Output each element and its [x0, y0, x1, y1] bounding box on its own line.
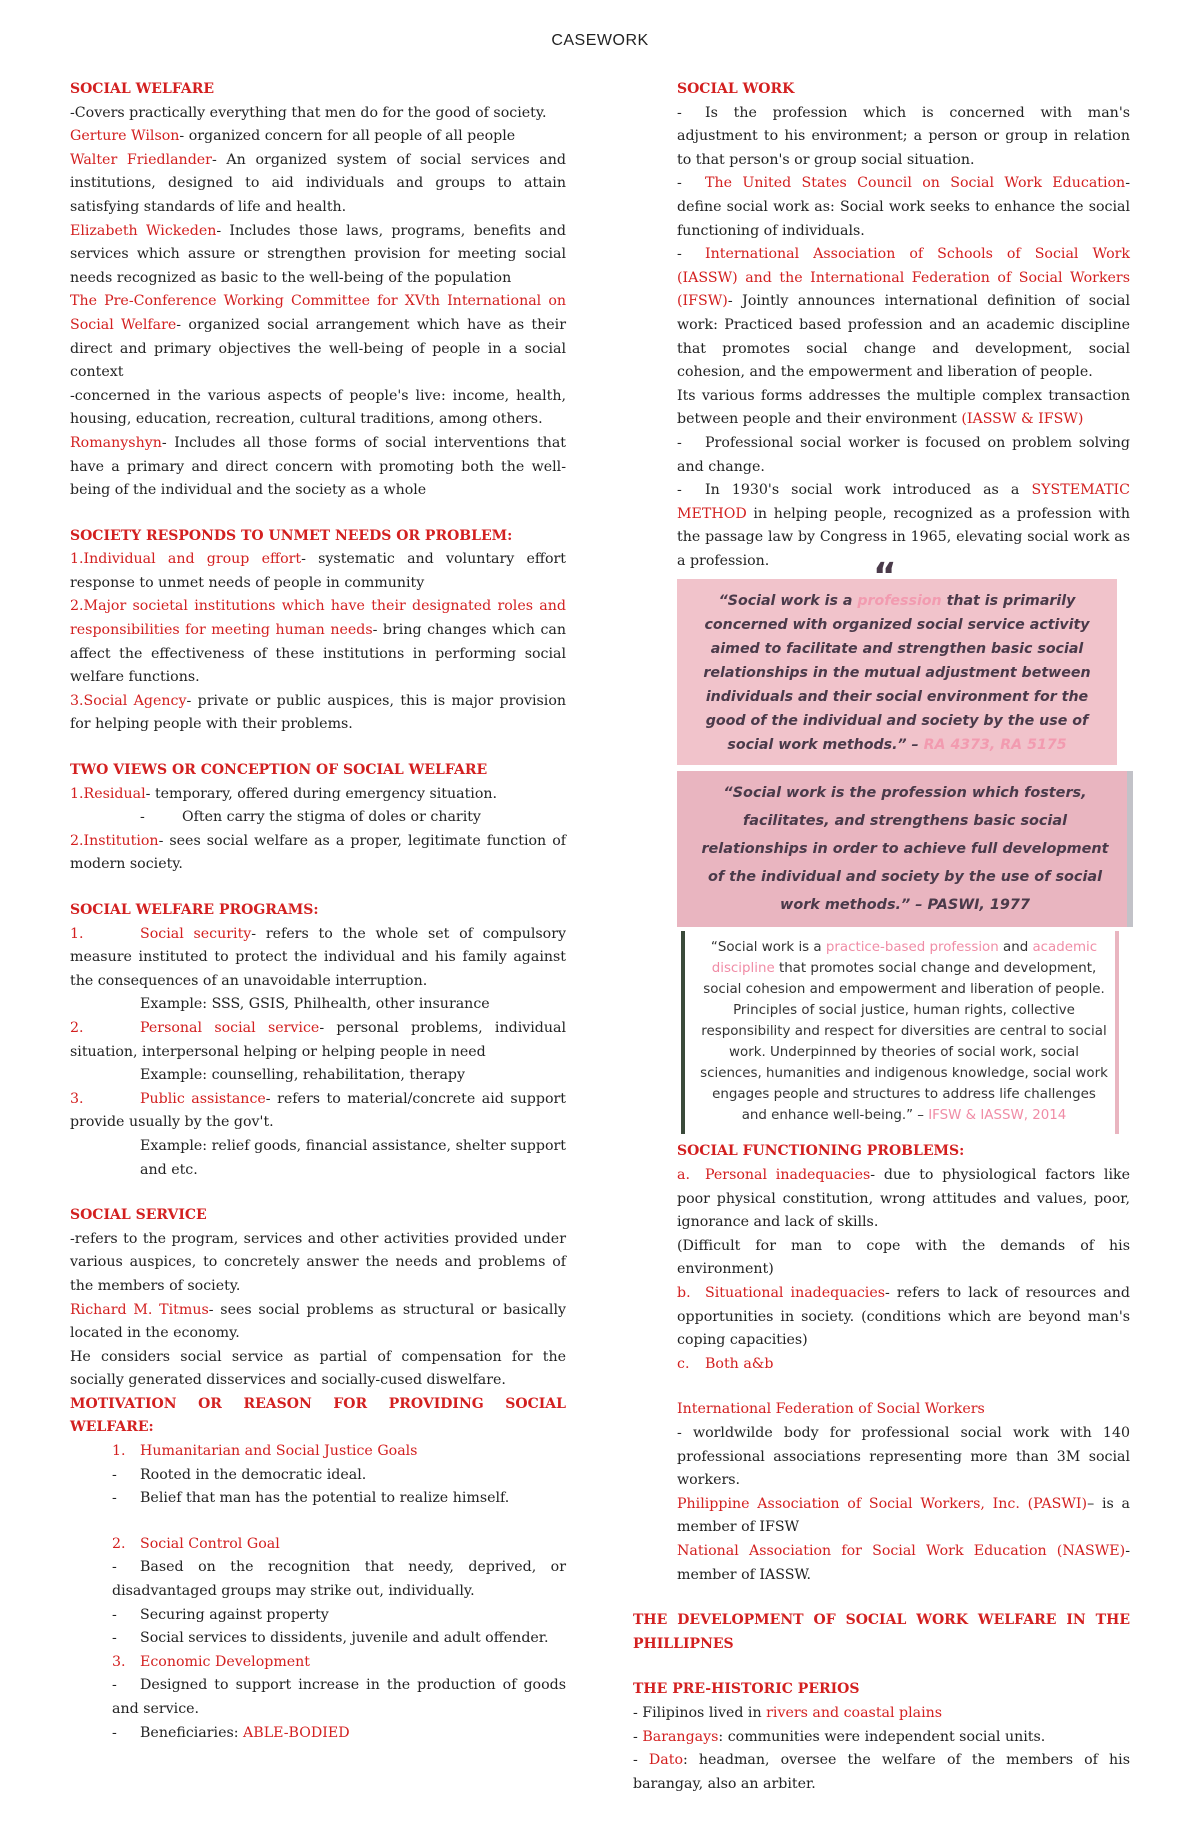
- quote-ifsw-iassw: [681, 931, 1119, 1134]
- program-1-num: 1.: [70, 925, 84, 942]
- functioning-a-text: - due to physiological factors like poor physical constitution, wrong attitudes and values, poor, ignorance and lack of skills.: [677, 1167, 1130, 1231]
- goal-2-bullet-2-text: Securing against property: [140, 1606, 329, 1623]
- goal-2-bullet-1-text: Based on the recognition that needy, deprived, or disadvantaged groups may strike out, individually.: [112, 1559, 566, 1600]
- quote-ra4373: [677, 556, 1117, 765]
- goal-3-num: 3.: [112, 1653, 126, 1670]
- dato-term: Dato: [648, 1752, 683, 1769]
- functioning-a-num: a.: [677, 1167, 690, 1184]
- committee-definition: [70, 290, 566, 384]
- goal-2-bullet-2: - Securing against property: [112, 1606, 329, 1623]
- quote-1-cite: RA 4373, RA 5175: [923, 737, 1067, 754]
- wilson-name: Gerture Wilson: [70, 128, 180, 145]
- social-work-def-1-text: Is the profession which is concerned with man's adjustment to his environment; a person or group in relation to that person's or group social situation.: [677, 104, 1130, 168]
- program-1-text: - refers to the whole set of compulsory measure instituted to protect the individual and his family against the consequences of an unavoidable interruption.: [70, 925, 566, 989]
- wickeden-text: - Includes those laws, programs, benefits and services which assure or strengthen provision for meeting social needs recognized as basic to the well-being of the population: [70, 222, 566, 286]
- prehistoric-b1-pre: - Filipinos lived in: [633, 1704, 767, 1721]
- program-2-example: Example: counselling, rehabilitation, therapy: [140, 1067, 466, 1084]
- functioning-a-label: Personal inadequacies: [705, 1167, 871, 1184]
- quote-3-part-a: “Social work is a: [710, 940, 826, 956]
- institution-label: 2.Institution: [70, 832, 159, 849]
- goal-1: [70, 1440, 566, 1464]
- institution-item: [70, 830, 566, 877]
- goal-1-bullet-2: - Belief that man has the potential to realize himself.: [112, 1490, 510, 1507]
- prehistoric-b1: [633, 1702, 1130, 1726]
- goal-1-num: 1.: [112, 1443, 126, 1460]
- program-1-label: Social security: [140, 925, 252, 942]
- right-column: [633, 78, 1130, 1796]
- goal-1-bullet-1: - Rooted in the democratic ideal.: [112, 1466, 367, 1483]
- program-3-example: Example: relief goods, financial assistance, shelter support and etc.: [140, 1137, 566, 1178]
- quote-1-highlight: profession: [857, 593, 942, 610]
- social-service-heading: SOCIAL SERVICE: [70, 1207, 207, 1224]
- social-work-def-4: - Professional social worker is focused on problem solving and change.: [677, 434, 1130, 475]
- society-item-3: [70, 690, 566, 737]
- functioning-a: [677, 1164, 1130, 1235]
- titmus-name: Richard M. Titmus: [70, 1301, 209, 1318]
- residual-label: 1.Residual: [70, 785, 146, 802]
- cswe-label: The United States Council on Social Work Education: [705, 175, 1126, 192]
- program-2: [70, 1017, 566, 1064]
- goal-2-bullet-1: - Based on the recognition that needy, deprived, or disadvantaged groups may strike out, individually.: [112, 1559, 566, 1600]
- concerned-text: -concerned in the various aspects of people's live: income, health, housing, education, recreation, cultural traditions, among others.: [70, 387, 566, 428]
- titmus-more: He considers social service as partial of compensation for the socially generated disservices and socially-cused diswelfare.: [70, 1348, 566, 1389]
- friedlander-text: - An organized system of social services and institutions, designed to aid individuals and groups to attain satisfying standards of life and health.: [70, 151, 566, 215]
- forms-cite: (IASSW & IFSW): [961, 411, 1084, 428]
- quote-3-highlight-2: academic discipline: [711, 940, 1098, 977]
- wickeden-definition: [70, 220, 566, 291]
- two-views-heading: TWO VIEWS OR CONCEPTION OF SOCIAL WELFARE: [70, 762, 488, 779]
- quote-3-highlight-1: practice-based profession: [825, 940, 999, 956]
- prehistoric-section: [633, 1678, 1130, 1796]
- prehistoric-b3: - Dato: headman, oversee the welfare of the members of his barangay, also an arbiter.: [633, 1752, 1130, 1792]
- society-item-2-text: - bring changes which can affect the effectiveness of these institutions in performing social welfare functions.: [70, 622, 566, 686]
- d5-pre: In 1930's social work introduced as a: [705, 482, 1032, 499]
- quote-1-part-b: that is primarily concerned with organized social service activity aimed to facilitate and strengthen basic social relationships in the mutual adjustment between individuals and their social environment for the good of the individual and society by the use of social work methods.” –: [703, 593, 1091, 754]
- social-work-def-5: - In 1930's social work introduced as a SYSTEMATIC METHOD in helping people, recognized as a profession with the passage law by Congress in 1965, elevating social work as a profession.: [677, 482, 1130, 569]
- quote-3-part-b: that promotes social change and development, social cohesion and empowerment and liberation of people. Principles of social justice, human rights, collective responsibility and respect for diversities are central to social work. Underpinned by theories of social work, social sciences, humanities and indigenous knowledge, social work engages people and structures to address life challenges and enhance well-being.” –: [700, 961, 1108, 1124]
- society-item-3-text: - private or public auspices, this is major provision for helping people with their problems.: [70, 692, 566, 733]
- titmus-definition: [70, 1299, 566, 1346]
- naswe-label: National Association for Social Work Education (NASWE): [677, 1542, 1126, 1559]
- social-work-def-2: - The United States Council on Social Work Education- define social work as: Social work seeks to enhance the social functioning of individuals.: [677, 175, 1130, 239]
- ifsw-text: - worldwilde body for professional social work with 140 professional associations representing more than 3M social workers.: [677, 1425, 1130, 1489]
- goal-2: [70, 1533, 566, 1557]
- functioning-b-text: - refers to lack of resources and opportunities in society. (conditions which are beyond man's coping capacities): [677, 1285, 1130, 1349]
- residual-sub-text: Often carry the stigma of doles or charity: [182, 809, 481, 826]
- goal-1-bullet-1-text: Rooted in the democratic ideal.: [140, 1466, 367, 1483]
- residual-text: - temporary, offered during emergency situation.: [145, 785, 498, 802]
- prehistoric-heading: THE PRE-HISTORIC PERIOS: [633, 1681, 860, 1698]
- iassw-ifsw-text: - Jointly announces international definition of social work: Practiced based profession and an academic discipline that promotes social change and development, social cohesion, and the empowerment and liberation of people.: [677, 293, 1130, 381]
- naswe-item: [677, 1540, 1130, 1587]
- iassw-ifsw-label: International Association of Schools of Social Work (IASSW) and the International Federation of Social Workers (IFSW): [677, 246, 1130, 310]
- committee-name: The Pre-Conference Working Committee for XVth International on Social Welfare: [70, 293, 566, 333]
- quote-2-text: “Social work is the profession which fosters, facilitates, and strengthens basic social relationships in order to achieve full development of the individual and society by the use of social work methods.” – PASWI, 1977: [701, 785, 1109, 914]
- quote-3-cite: IFSW & IASSW, 2014: [928, 1108, 1067, 1124]
- cswe-text: - define social work as: Social work seeks to enhance the social functioning of individuals.: [677, 175, 1130, 239]
- residual-item: [70, 783, 566, 807]
- social-welfare-heading: SOCIAL WELFARE: [70, 81, 215, 97]
- functioning-c-num: c.: [677, 1355, 690, 1372]
- goal-2-label: Social Control Goal: [140, 1535, 280, 1552]
- romanyshyn-name: Romanyshyn: [70, 434, 162, 451]
- left-column: [70, 78, 566, 1745]
- dato-text: : headman, oversee the welfare of the members of his barangay, also an arbiter.: [633, 1752, 1130, 1792]
- social-work-def-3: - International Association of Schools of Social Work (IASSW) and the International Federation of Social Workers (IFSW)- Jointly announces international definition of social work: Practiced based profession and an academic discipline that promotes social change and development, social cohesion, and the empowerment and liberation of people.: [677, 246, 1130, 381]
- functioning-a-note: (Difficult for man to cope with the demands of his environment): [677, 1237, 1130, 1278]
- functioning-c: [677, 1353, 1130, 1377]
- society-item-1: [70, 548, 566, 595]
- titmus-text: - sees social problems as structural or basically located in the economy.: [70, 1301, 566, 1342]
- program-3-text: - refers to material/concrete aid support provide usually by the gov't.: [70, 1090, 566, 1131]
- systematic-method: SYSTEMATIC METHOD: [677, 482, 1130, 522]
- residual-sub: - Often carry the stigma of doles or charity: [140, 809, 481, 826]
- functioning-b-label: Situational inadequacies: [705, 1285, 886, 1302]
- society-item-1-label: 1.Individual and group effort: [70, 551, 302, 568]
- goal-3-label: Economic Development: [140, 1653, 311, 1670]
- goal-3-bullet-2-highlight: ABLE-BODIED: [243, 1724, 350, 1741]
- barangays-term: Barangays: [642, 1728, 719, 1745]
- goal-2-num: 2.: [112, 1535, 126, 1552]
- goal-1-label: Humanitarian and Social Justice Goals: [140, 1443, 418, 1460]
- ifsw-heading: International Federation of Social Workers: [677, 1401, 985, 1418]
- program-2-text: - personal problems, individual situation, interpersonal helping or helping people in need: [70, 1019, 566, 1060]
- friedlander-definition: [70, 149, 566, 220]
- motivation-heading: MOTIVATION OR REASON FOR PROVIDING SOCIAL WELFARE:: [70, 1395, 566, 1436]
- quote-paswi: [677, 771, 1133, 927]
- prehistoric-b1-highlight: rivers and coastal plains: [766, 1704, 943, 1721]
- development-heading: THE DEVELOPMENT OF SOCIAL WORK WELFARE IN THE PHILLIPNES: [633, 1612, 1130, 1652]
- society-item-1-text: - systematic and voluntary effort response to unmet needs of people in community: [70, 551, 567, 591]
- friedlander-name: Walter Friedlander: [70, 151, 212, 168]
- program-3-label: Public assistance: [140, 1090, 266, 1107]
- social-work-def-4-text: Professional social worker is focused on problem solving and change.: [677, 434, 1130, 475]
- functioning-c-label: Both a&b: [705, 1355, 774, 1372]
- barangays-text: : communities were independent social units.: [718, 1728, 1046, 1745]
- society-item-2: [70, 595, 566, 689]
- goal-3: [70, 1651, 566, 1675]
- romanyshyn-definition: [70, 432, 566, 503]
- functioning-b: [677, 1282, 1130, 1353]
- social-work-def-1: - Is the profession which is concerned with man's adjustment to his environment; a person or group in relation to that person's or group social situation.: [677, 104, 1130, 168]
- program-3-num: 3.: [70, 1090, 84, 1107]
- program-2-label: Personal social service: [140, 1019, 320, 1036]
- quote-1-part-a: “Social work is a: [718, 593, 858, 610]
- paswi-text: – is a member of IFSW: [677, 1495, 1130, 1536]
- goal-3-bullet-2: - Beneficiaries: ABLE-BODIED: [112, 1724, 350, 1741]
- goal-1-bullet-2-text: Belief that man has the potential to realize himself.: [140, 1490, 510, 1507]
- goal-2-bullet-3-text: Social services to dissidents, juvenile and adult offender.: [140, 1630, 549, 1647]
- social-welfare-intro: -Covers practically everything that men do for the good of society.: [70, 104, 547, 121]
- quote-mark-icon: “: [873, 556, 897, 598]
- program-3: [70, 1088, 566, 1135]
- programs-heading: SOCIAL WELFARE PROGRAMS:: [70, 902, 319, 918]
- forms-text: Its various forms addresses the multiple complex transaction between people and their environment: [677, 387, 1130, 428]
- society-item-2-label: 2.Major societal institutions which have their designated roles and responsibilities for meeting human needs: [70, 598, 566, 639]
- functioning-b-num: b.: [677, 1285, 691, 1302]
- goal-3-bullet-1-text: Designed to support increase in the production of goods and service.: [112, 1677, 566, 1717]
- prehistoric-b2: - Barangays: communities were independent social units.: [633, 1728, 1046, 1745]
- paswi-label: Philippine Association of Social Workers, Inc. (PASWI): [677, 1495, 1088, 1512]
- wilson-definition: [70, 125, 566, 149]
- society-responds-heading: SOCIETY RESPONDS TO UNMET NEEDS OR PROBLEM:: [70, 527, 513, 544]
- goal-2-bullet-3: - Social services to dissidents, juvenile and adult offender.: [112, 1630, 549, 1647]
- paswi-item: [677, 1493, 1130, 1540]
- goal-3-bullet-2-prefix: Beneficiaries:: [140, 1724, 244, 1741]
- d5-post: in helping people, recognized as a profession with the passage law by Congress in 1965, elevating social work as a profession.: [677, 505, 1130, 569]
- goal-3-bullet-1: - Designed to support increase in the production of goods and service.: [112, 1677, 566, 1717]
- program-1: [70, 923, 566, 994]
- social-work-forms: [677, 385, 1130, 432]
- page-title: CASEWORK: [551, 32, 649, 49]
- society-item-3-label: 3.Social Agency: [70, 692, 187, 709]
- committee-text: - organized social arrangement which have as their direct and primary objectives the well-being of people in a social context: [70, 316, 566, 381]
- romanyshyn-text: - Includes all those forms of social interventions that have a primary and direct concern with promoting both the well-being of the individual and the society as a whole: [70, 434, 566, 499]
- program-1-example: Example: SSS, GSIS, Philhealth, other insurance: [140, 996, 490, 1013]
- social-work-heading: SOCIAL WORK: [677, 81, 795, 97]
- naswe-text: - member of IASSW.: [677, 1542, 1130, 1583]
- functioning-heading: SOCIAL FUNCTIONING PROBLEMS:: [677, 1143, 965, 1160]
- social-service-intro: -refers to the program, services and other activities provided under various auspices, to concretely answer the needs and problems of the members of society.: [70, 1230, 566, 1294]
- institution-text: - sees social welfare as a proper, legitimate function of modern society.: [70, 832, 566, 873]
- wickeden-name: Elizabeth Wickeden: [70, 222, 217, 239]
- program-2-num: 2.: [70, 1019, 84, 1036]
- wilson-text: - organized concern for all people of all people: [179, 128, 516, 145]
- quote-3-and: and: [998, 940, 1033, 956]
